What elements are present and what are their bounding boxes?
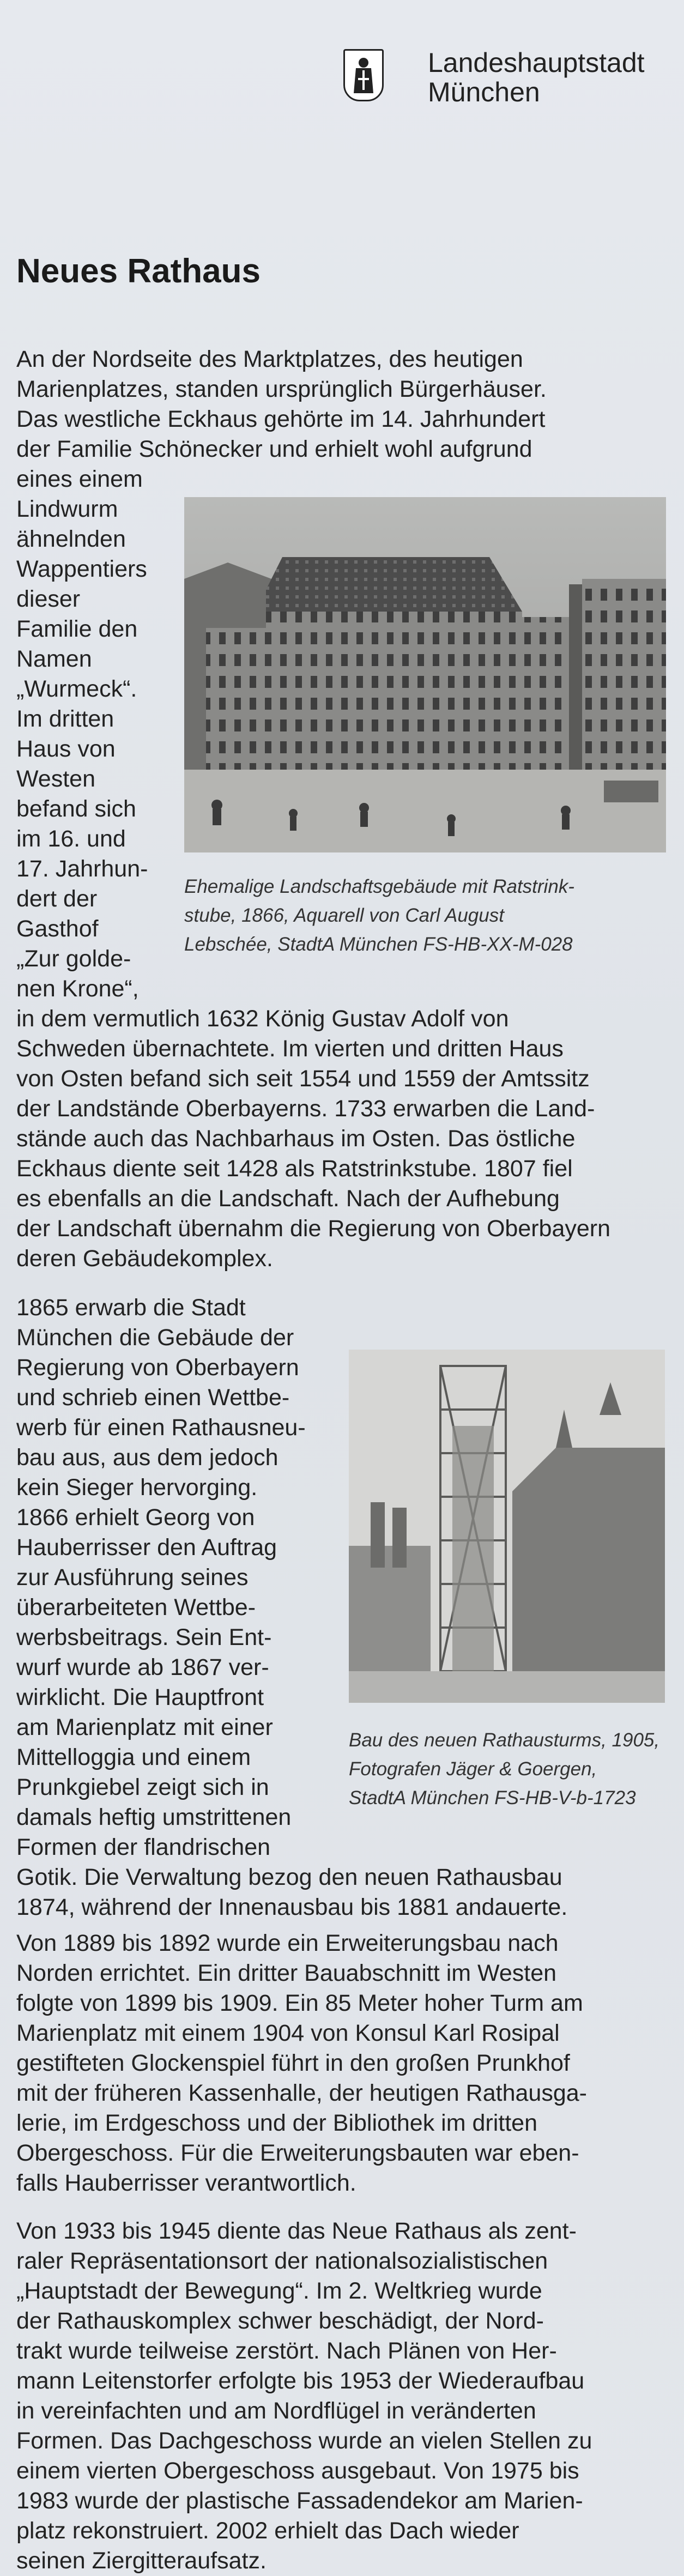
organization-name (428, 48, 645, 107)
munich-coat-of-arms-icon (343, 49, 384, 101)
image1-caption: Ehemalige Landschaftsgebäude mit Ratstrink- stube, 1866, Aquarell von Carl August Lebschée, StadtA München FS-HB-XX-M-028 (184, 876, 574, 955)
header (343, 44, 670, 114)
org-name-line1: Landeshauptstadt (428, 47, 645, 78)
section1-continuation: in dem vermutlich 1632 König Gustav Adolf von Schweden übernachtete. Im vierten und dritten Haus von Osten befand sich seit 1554 und 1559 der Amtssitz der Landstände Oberbayerns. 1733 erwarben die Land- stände auch das Nachbarhaus im Osten. Das östliche Eckhaus diente seit 1428 als Ratstrinkstube. 1807 fiel es ebenfalls an die Landschaft. Nach der Aufhebung der Landschaft übernahm die Regierung von Oberbayern deren Gebäudekomplex. (16, 1006, 611, 1272)
section4-text: Von 1933 bis 1945 diente das Neue Rathaus als zent- raler Repräsentationsort der nationalsozialistischen „Hauptstadt der Bewegung“. Im 2. Weltkrieg wurde der Rathauskomplex schwer beschädigt, der Nord- trakt wurde teilweise zerstört. Nach Plänen von Her- mann Leitenstorfer erfolgte bis 1953 der Wiederaufbau in vereinfachten und am Nordflügel in veränderten Formen. Das Dachgeschoss wurde an vielen Stellen zu einem vierten Obergeschoss ausgebaut. Von 1975 bis 1983 wurde der plastische Fassadendekor am Marien- platz rekonstruiert. 2002 erhielt das Dach wieder seinen Ziergitteraufsatz. (16, 2218, 592, 2574)
section2-continuation: Gotik. Die Verwaltung bezog den neuen Rathausbau 1874, während der Innenausbau bis 1881 andauerte. (16, 1864, 568, 1920)
section3-text: Von 1889 bis 1892 wurde ein Erweiterungsbau nach Norden errichtet. Ein dritter Bauabschnitt im Westen folgte von 1899 bis 1909. Ein 85 Meter hoher Turm am Marienplatz mit einem 1904 von Konsul Karl Rosipal gestifteten Glockenspiel führt in den großen Prunkhof mit der früheren Kassenhalle, der heutigen Rathausga- lerie, im Erdgeschoss und der Bibliothek im dritten Obergeschoss. Für die Erweiterungsbauten war eben- falls Hauberrisser verantwortlich. (16, 1930, 587, 2196)
org-name-line2: München (428, 77, 540, 107)
historic-building-painting (184, 497, 666, 852)
image2-caption: Bau des neuen Rathausturms, 1905, Fotografen Jäger & Goergen, StadtA München FS-HB-V-b-1723 (349, 1730, 660, 1809)
page-title: Neues Rathaus (16, 252, 261, 290)
section1-intro: An der Nordseite des Marktplatzes, des heutigen Marienplatzes, standen ursprünglich Bürgerhäuser. Das westliche Eckhaus gehörte im 14. Jahrhundert der Familie Schönecker und erhielt wohl aufgrund (16, 346, 547, 462)
section1-left-column: eines einem Lindwurm ähnelnden Wappentiers dieser Familie den Namen „Wurmeck“. Im dritten Haus von Westen befand sich im 16. und 17. Jahrhun- dert der Gasthof „Zur golde- nen Krone“, (16, 466, 148, 1002)
section2-left-column: 1865 erwarb die Stadt München die Gebäude der Regierung von Oberbayern und schrieb einen Wettbe- werb für einen Rathausneu- bau aus, aus dem jedoch kein Sieger hervorging. 1866 erhielt Georg von Hauberrisser den Auftrag zur Ausführung seines überarbeiteten Wettbe- werbsbeitrags. Sein Ent- wurf wurde ab 1867 ver- wirklicht. Die Hauptfront am Marienplatz mit einer Mittelloggia und einem Prunkgiebel zeigt sich in damals heftig umstrittenen Formen der flandrischen (16, 1295, 306, 1860)
town-hall-tower-construction-photo (349, 1350, 665, 1703)
